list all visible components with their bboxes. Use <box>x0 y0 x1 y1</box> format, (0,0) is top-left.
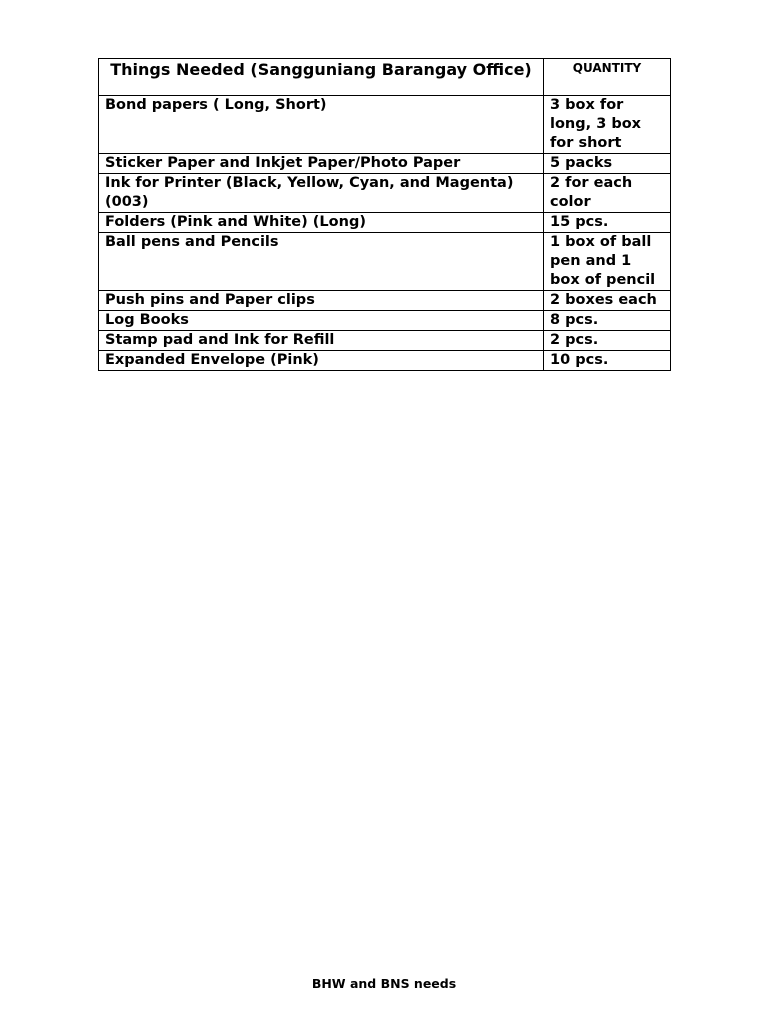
page-footer: BHW and BNS needs <box>311 976 457 991</box>
needs-table <box>98 58 671 371</box>
table-row <box>99 291 671 311</box>
item-cell: Push pins and Paper clips <box>99 291 544 311</box>
item-cell: Bond papers ( Long, Short) <box>99 96 544 154</box>
item-cell: Folders (Pink and White) (Long) <box>99 213 544 233</box>
quantity-cell: 8 pcs. <box>544 311 671 331</box>
table-row <box>99 213 671 233</box>
quantity-cell: 15 pcs. <box>544 213 671 233</box>
table-row <box>99 96 671 154</box>
quantity-cell: 5 packs <box>544 154 671 174</box>
quantity-cell: 2 pcs. <box>544 331 671 351</box>
table-row <box>99 331 671 351</box>
table-row <box>99 154 671 174</box>
item-cell: Stamp pad and Ink for Refill <box>99 331 544 351</box>
table-row <box>99 174 671 213</box>
quantity-cell: 2 boxes each <box>544 291 671 311</box>
item-cell: Sticker Paper and Inkjet Paper/Photo Paper <box>99 154 544 174</box>
item-cell: Expanded Envelope (Pink) <box>99 351 544 371</box>
quantity-cell: 3 box for long, 3 box for short <box>544 96 671 154</box>
header-item: Things Needed (Sangguniang Barangay Office) <box>99 59 544 96</box>
header-quantity: QUANTITY <box>544 59 671 96</box>
item-cell: Ball pens and Pencils <box>99 233 544 291</box>
quantity-cell: 1 box of ball pen and 1 box of pencil <box>544 233 671 291</box>
table-row <box>99 311 671 331</box>
item-cell: Ink for Printer (Black, Yellow, Cyan, and Magenta) (003) <box>99 174 544 213</box>
table-row <box>99 233 671 291</box>
quantity-cell: 10 pcs. <box>544 351 671 371</box>
item-cell: Log Books <box>99 311 544 331</box>
table-row <box>99 351 671 371</box>
quantity-cell: 2 for each color <box>544 174 671 213</box>
table-header-row <box>99 59 671 96</box>
